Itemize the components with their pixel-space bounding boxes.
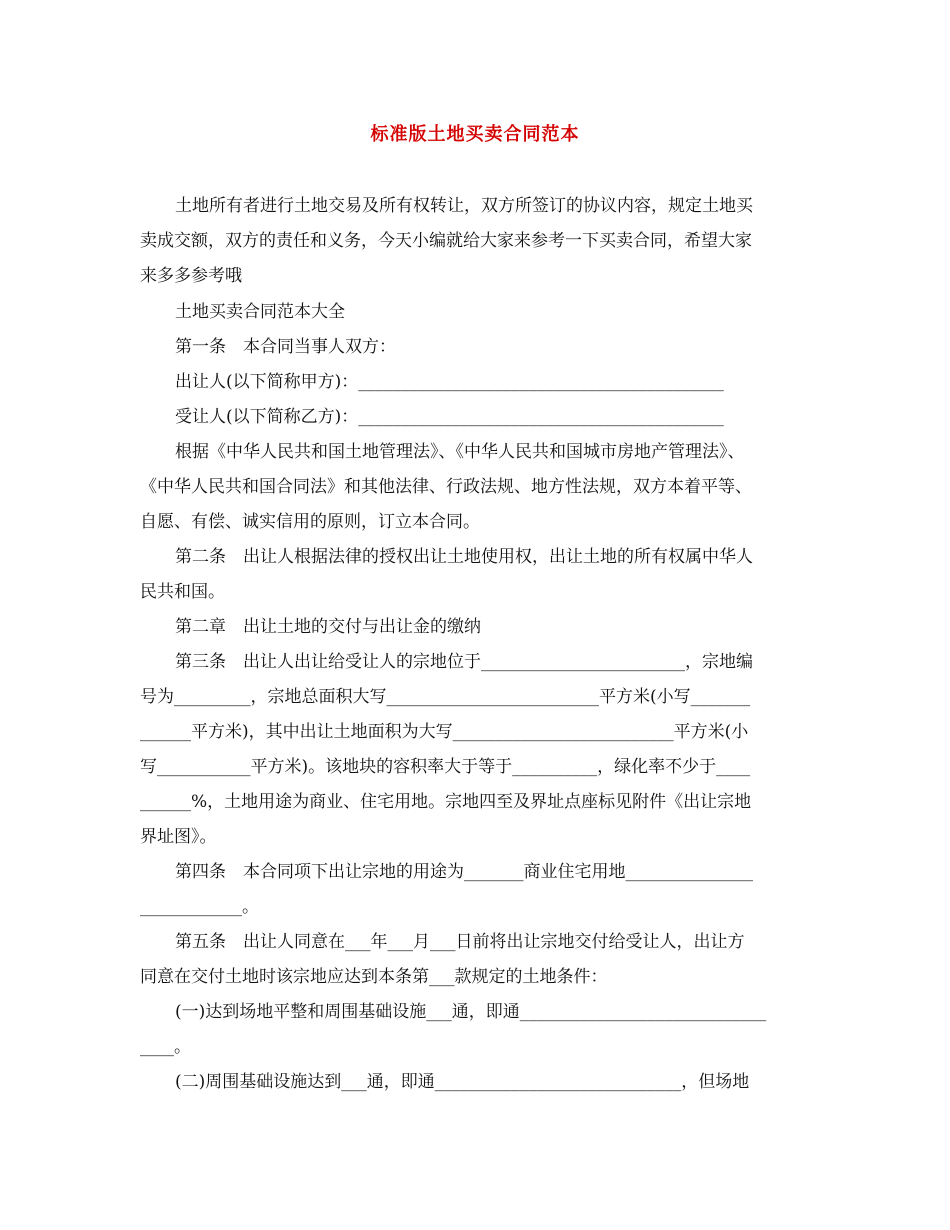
document-line: 号为_________，宗地总面积大写_________________________平方米(小写_______ — [140, 687, 751, 707]
document-line: (二)周围基础设施达到___通，即通_____________________________，但场地 — [175, 1072, 750, 1092]
document-line: 土地买卖合同范本大全 — [175, 302, 345, 322]
document-line: 第一条 本合同当事人双方： — [175, 337, 396, 357]
document-line: 第二章 出让土地的交付与出让金的缴纳 — [175, 617, 481, 637]
document-line: 第三条 出让人出让给受让人的宗地位于________________________，宗地编 — [175, 652, 753, 672]
document-line: 第五条 出让人同意在___年___月___日前将出让宗地交付给受让人，出让方 — [175, 932, 745, 952]
document-line: 同意在交付土地时该宗地应达到本条第___款规定的土地条件： — [140, 967, 608, 987]
document-line: 土地所有者进行土地交易及所有权转让，双方所签订的协议内容，规定土地买 — [175, 196, 753, 216]
document-line: ____________。 — [140, 897, 259, 917]
document-line: 民共和国。 — [140, 582, 225, 602]
document-line: ______平方米)，其中出让土地面积为大写__________________________平方米(小 — [140, 722, 749, 742]
document-line: (一)达到场地平整和周围基础设施___通，即通_____________________________ — [175, 1002, 767, 1022]
document-line: 出让人(以下简称甲方)：___________________________________________ — [175, 372, 724, 392]
document-line: 界址图》。 — [140, 827, 217, 847]
document-line: 第四条 本合同项下出让宗地的用途为_______商业住宅用地_______________ — [175, 862, 753, 882]
document-line: 自愿、有偿、诚实信用的原则，订立本合同。 — [140, 512, 480, 532]
document-line: 来多多参考哦 — [140, 266, 242, 286]
document-title: 标准版土地买卖合同范本 — [370, 124, 580, 145]
document-line: 《中华人民共和国合同法》和其他法律、行政法规、地方性法规，双方本着平等、 — [140, 477, 752, 497]
document-line: 写___________平方米)。该地块的容积率大于等于__________，绿化率不少于____ — [140, 757, 751, 777]
document-line: 根据《中华人民共和国土地管理法》、《中华人民共和国城市房地产管理法》、 — [175, 442, 745, 462]
document-line: 卖成交额，双方的责任和义务，今天小编就给大家来参考一下买卖合同，希望大家 — [140, 231, 752, 251]
document-line: ______%，土地用途为商业、住宅用地。宗地四至及界址点座标见附件《出让宗地 — [140, 792, 752, 812]
document-line: 第二条 出让人根据法律的授权出让土地使用权，出让土地的所有权属中华人 — [175, 547, 753, 567]
document-line: ____。 — [140, 1037, 191, 1057]
document-line: 受让人(以下简称乙方)：___________________________________________ — [175, 407, 724, 427]
